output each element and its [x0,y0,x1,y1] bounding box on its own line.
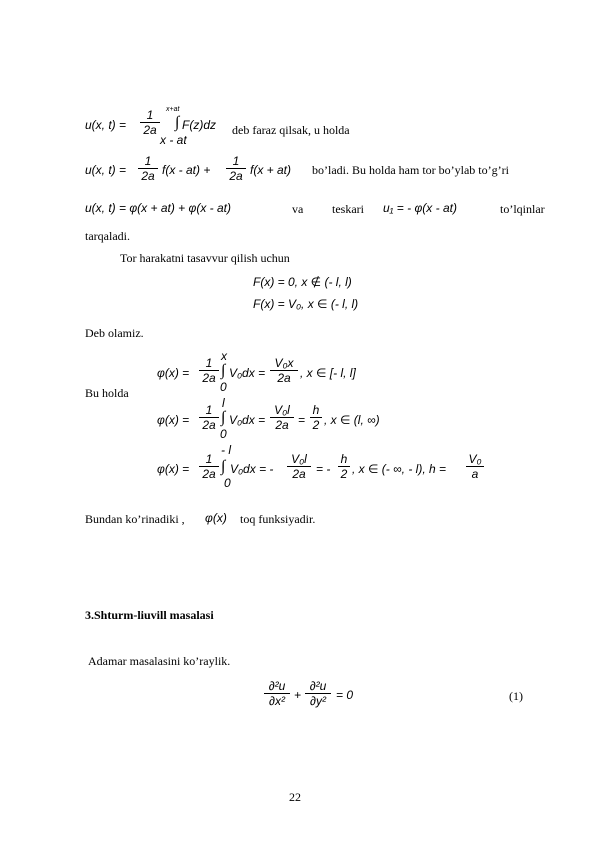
term-f-x-plus-at: f(x + at) [250,163,292,177]
frac-num: V₀l [270,404,294,418]
fraction [199,357,219,385]
frac-num: h [310,404,322,418]
page-number: 22 [289,790,301,804]
equation-label: (1) [509,689,523,703]
frac-den: a [471,467,479,481]
frac-den: ∂y² [310,694,326,708]
integral-lower-limit: 0 [224,476,231,490]
frac-num: V₀ [466,453,484,467]
frac-den: 2a [202,371,216,385]
frac-den: 2a [292,467,306,481]
paragraph-text: to’lqinlar [500,202,545,216]
frac-den: 2a [275,418,289,432]
frac-den: 2a [277,371,291,385]
integral-sign: ∫ [221,458,226,475]
frac-num: ∂²u [264,680,290,694]
integral-upper-limit: x+at [166,106,180,113]
fraction [199,453,219,481]
domain: , x ∈ (- ∞, - l), h = [352,462,447,476]
paragraph-text: toq funksiyadir. [240,512,316,526]
integral-sign: ∫ [221,362,226,379]
formula-u-lhs: u(x, t) = [85,118,127,132]
frac-num: 1 [199,357,219,371]
frac-den: 2 [312,418,320,432]
integral-lower-limit: 0 [220,380,227,394]
phi-lhs: φ(x) = [157,366,190,380]
equation-rhs: = 0 [336,688,354,702]
fraction [199,404,219,432]
paragraph-text: Bundan ko’rinadiki , [85,512,185,526]
term-f-x-minus-at: f(x - at) + [162,163,211,177]
phi-symbol: φ(x) [205,511,227,525]
frac-den: 2a [141,169,155,183]
paragraph-text: Deb olamiz. [85,326,144,340]
equals: = - [316,462,331,476]
frac-num: 1 [199,404,219,418]
fraction [270,404,294,432]
frac-num: V₀x [270,357,298,371]
section-heading: 3.Shturm-liuvill masalasi [85,608,214,622]
integral-upper-limit: l [222,396,225,410]
phi-lhs: φ(x) = [157,413,190,427]
frac-den: 2a [143,123,157,137]
word-va: va [292,202,304,216]
domain: , x ∈ (l, ∞) [324,413,380,427]
integral-lower-limit: x - at [160,133,187,147]
integral-upper-limit: x [221,349,227,363]
frac-den: 2a [229,169,243,183]
paragraph-text: tarqaladi. [85,229,130,243]
frac-den: ∂x² [269,694,285,708]
fraction-d2u-dx2 [264,680,290,708]
formula-u-phi: u(x, t) = φ(x + at) + φ(x - at) [85,201,232,215]
fraction [270,357,298,385]
formula-u1: u₁ = - φ(x - at) [383,201,457,215]
fraction [466,453,484,481]
frac-den: 2a [202,467,216,481]
frac-den: 2 [340,467,348,481]
fraction-1-over-2a [140,109,160,137]
integrand: V₀dx = [229,366,266,380]
paragraph-text: deb faraz qilsak, u holda [232,123,350,137]
integral-sign: ∫ [175,114,180,131]
paragraph-text: Adamar masalasini ko’raylik. [88,654,231,668]
paragraph-text: Tor harakatni tasavvur qilish uchun [120,251,290,265]
frac-num: 1 [199,453,219,467]
frac-num: ∂²u [305,680,331,694]
fraction-1-over-2a-b [226,155,246,183]
fraction [338,453,350,481]
integral-upper-limit: - l [221,443,231,457]
frac-den: 2a [202,418,216,432]
fraction [310,404,322,432]
integrand: V₀dx = - [230,462,274,476]
cases-line-2: F(x) = V₀, x ∈ (- l, l) [253,297,359,311]
domain: , x ∈ [- l, l] [300,366,356,380]
integral-lower-limit: 0 [220,427,227,441]
phi-lhs: φ(x) = [157,462,190,476]
integrand: F(z)dz [182,118,216,132]
equals: = [298,413,306,427]
paragraph-text: bo’ladi. Bu holda ham tor bo’ylab to’g’ri [312,163,509,177]
frac-num: 1 [138,155,158,169]
fraction-d2u-dy2 [305,680,331,708]
fraction [287,453,311,481]
word-teskari: teskari [332,202,364,216]
integrand: V₀dx = [229,413,266,427]
frac-num: h [338,453,350,467]
paragraph-text: Bu holda [85,386,129,400]
formula-u-lhs-2: u(x, t) = [85,163,127,177]
fraction-1-over-2a [138,155,158,183]
frac-num: 1 [140,109,160,123]
cases-line-1: F(x) = 0, x ∉ (- l, l) [253,275,352,289]
integral-sign: ∫ [221,409,226,426]
plus-sign: + [294,688,302,702]
frac-num: 1 [226,155,246,169]
frac-num: V₀l [287,453,311,467]
